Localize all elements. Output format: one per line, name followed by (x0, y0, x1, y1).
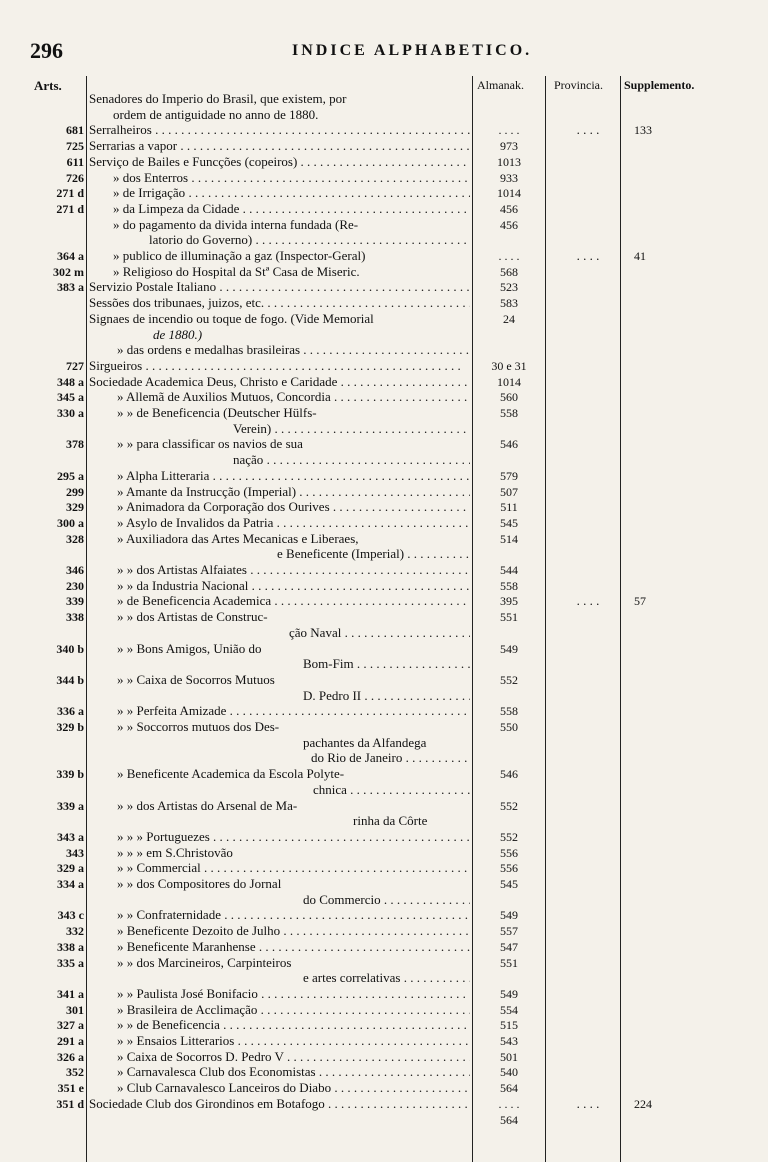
index-row (0, 1065, 768, 1079)
index-row (0, 814, 768, 828)
provincia-page: . . . . (576, 122, 600, 138)
article-number: 343 c (57, 908, 84, 923)
article-number: 334 a (57, 877, 84, 891)
index-row (0, 108, 768, 122)
entry-text: » Caixa de Socorros D. Pedro V . . . (117, 1050, 470, 1064)
almanak-page: 30 e 31 (491, 358, 527, 373)
almanak-page: 456 (500, 217, 518, 232)
almanak-page: 546 (500, 437, 518, 452)
article-number: 346 (66, 563, 84, 577)
index-row (0, 296, 768, 310)
index-row (0, 861, 768, 875)
almanak-page: 456 (500, 201, 518, 216)
supplemento-page: 41 (634, 249, 646, 263)
entry-text: » de Irrigação . . . (113, 186, 470, 200)
index-row (0, 1113, 768, 1127)
entry-text: de 1880.) (153, 327, 203, 342)
article-number: 330 a (57, 406, 84, 420)
almanak-page: 558 (500, 704, 518, 719)
entry-text: do Commercio . . . (303, 893, 470, 907)
article-number: 295 a (57, 468, 84, 483)
index-row (0, 547, 768, 561)
index-row (0, 642, 768, 656)
article-number: 727 (66, 358, 84, 373)
index-row (0, 626, 768, 640)
article-number: 681 (66, 123, 84, 138)
almanak-page: 1013 (497, 154, 521, 169)
entry-text: » Allemã de Auxilios Mutuos, Concordia . . . (117, 390, 470, 404)
article-number: 230 (66, 578, 84, 593)
article-number: 338 (66, 610, 84, 625)
entry-text: » » Perfeita Amizade . . . (117, 704, 470, 718)
index-row (0, 123, 768, 137)
index-row (0, 751, 768, 765)
index-row (0, 328, 768, 342)
almanak-page: 507 (500, 484, 518, 499)
entry-text: » Auxiliadora das Artes Mecanicas e Liberaes, (117, 531, 359, 546)
index-row (0, 940, 768, 954)
article-number: 725 (66, 139, 84, 154)
article-number: 339 b (56, 767, 84, 782)
article-number: 329 (66, 500, 84, 515)
almanak-page: 547 (500, 939, 518, 954)
index-row (0, 799, 768, 813)
entry-text: » » Bons Amigos, União do (117, 641, 262, 656)
index-row (0, 469, 768, 483)
index-row (0, 422, 768, 436)
provincia-page: . . . . (576, 593, 600, 609)
entry-text: D. Pedro II . . . (303, 689, 470, 703)
article-number: 611 (66, 154, 84, 169)
entry-text: » de Beneficencia Academica . . . (117, 594, 470, 608)
entry-text: » » Paulista José Bonifacio . . . (117, 987, 470, 1001)
entry-text: » » dos Compositores do Jornal (117, 877, 282, 891)
article-number: 328 (66, 531, 84, 546)
article-number: 271 d (56, 186, 84, 201)
column-header-provincia: Provincia. (554, 78, 603, 92)
entry-text: » Alpha Litteraria . . . (117, 469, 470, 483)
almanak-page: 549 (500, 908, 518, 923)
index-row (0, 516, 768, 530)
entry-text: Servizio Postale Italiano . . . (89, 280, 470, 294)
entry-text: Sociedade Academica Deus, Christo e Caridade . . . (89, 375, 470, 389)
entry-text: ção Naval . . . (289, 626, 470, 640)
almanak-page: 546 (500, 767, 518, 782)
almanak-page: 579 (500, 468, 518, 483)
article-number: 329 a (57, 861, 84, 876)
index-row (0, 1050, 768, 1064)
article-number: 352 (66, 1065, 84, 1080)
almanak-page: . . . . (498, 123, 520, 138)
index-row (0, 186, 768, 200)
entry-text: » » dos Artistas Alfaiates . . . (117, 563, 470, 577)
index-row (0, 657, 768, 671)
index-row (0, 249, 768, 263)
entry-text: » das ordens e medalhas brasileiras . . . (117, 343, 470, 357)
almanak-page: 552 (500, 672, 518, 687)
entry-text: » Beneficente Maranhense . . . (117, 940, 470, 954)
column-header-almanak: Almanak. (477, 78, 524, 92)
almanak-page: 556 (500, 845, 518, 860)
entry-text: e Beneficente (Imperial) . . . (277, 547, 470, 561)
article-number: 343 (66, 845, 84, 860)
index-row (0, 704, 768, 718)
article-number: 340 b (56, 641, 84, 656)
almanak-page: 545 (500, 877, 518, 891)
index-row (0, 877, 768, 891)
index-row (0, 218, 768, 232)
index-row (0, 830, 768, 844)
almanak-page: 551 (500, 955, 518, 970)
entry-text: » dos Enterros . . . (113, 171, 470, 185)
article-number: 344 b (56, 672, 84, 687)
article-number: 302 m (53, 264, 84, 279)
index-row (0, 532, 768, 546)
index-row (0, 343, 768, 357)
entry-text: Sirgueiros . . . (89, 359, 470, 373)
supplemento-page: 224 (634, 1096, 652, 1111)
entry-text: » » Ensaios Litterarios . . . (117, 1034, 470, 1048)
entry-text: » do pagamento da divida interna fundada (Re- (113, 217, 359, 232)
index-row (0, 1081, 768, 1095)
entry-text: » Carnavalesca Club dos Economistas . . . (117, 1065, 470, 1079)
index-row (0, 139, 768, 153)
almanak-page: 556 (500, 861, 518, 876)
article-number: 339 a (57, 798, 84, 813)
entry-text: » Brasileira de Acclimação . . . (117, 1003, 470, 1017)
index-row (0, 924, 768, 938)
index-row (0, 971, 768, 985)
entry-text: » » para classificar os navios de sua (117, 437, 303, 452)
entry-text: » Beneficente Dezoito de Julho . . . (117, 924, 470, 938)
entry-text: » Animadora da Corporação dos Ourives . . . (117, 500, 470, 514)
entry-text: Bom-Fim . . . (303, 657, 470, 671)
almanak-page: 1014 (497, 374, 521, 389)
index-row (0, 736, 768, 750)
almanak-page: 933 (500, 170, 518, 185)
almanak-page: 545 (500, 515, 518, 530)
article-number: 299 (66, 484, 84, 499)
index-row (0, 987, 768, 1001)
index-row (0, 610, 768, 624)
entry-text: » » » Portuguezes . . . (117, 830, 470, 844)
almanak-page: 564 (500, 1112, 518, 1127)
page-number: 296 (30, 38, 63, 63)
index-row (0, 767, 768, 781)
article-number: 726 (66, 170, 84, 185)
supplemento-page: 57 (634, 594, 646, 609)
entry-text: pachantes da Alfandega (303, 735, 427, 750)
index-row (0, 500, 768, 514)
almanak-page: 558 (500, 406, 518, 420)
article-number: 383 a (57, 280, 84, 295)
index-row (0, 155, 768, 169)
almanak-page: 973 (500, 139, 518, 154)
index-row (0, 1034, 768, 1048)
almanak-page: 554 (500, 1002, 518, 1017)
index-row (0, 720, 768, 734)
article-number: 332 (66, 924, 84, 939)
article-number: 336 a (57, 704, 84, 719)
index-row (0, 437, 768, 451)
almanak-page: 552 (500, 798, 518, 813)
almanak-page: . . . . (498, 249, 520, 263)
index-row (0, 280, 768, 294)
article-number: 351 d (56, 1096, 84, 1111)
article-number: 341 a (57, 986, 84, 1001)
article-number: 351 e (57, 1081, 84, 1096)
article-number: 300 a (57, 515, 84, 530)
almanak-page: 560 (500, 390, 518, 405)
index-row (0, 594, 768, 608)
almanak-page: . . . . (498, 1096, 520, 1111)
almanak-page: 515 (500, 1018, 518, 1033)
index-row (0, 202, 768, 216)
article-number: 271 d (56, 201, 84, 216)
almanak-page: 550 (500, 720, 518, 734)
article-number: 338 a (57, 939, 84, 954)
article-number: 378 (66, 437, 84, 452)
almanak-page: 564 (500, 1081, 518, 1096)
almanak-page: 549 (500, 641, 518, 656)
almanak-page: 511 (500, 500, 518, 515)
entry-text: » » da Industria Nacional . . . (117, 579, 470, 593)
page-title: INDICE ALPHABETICO. (292, 42, 533, 59)
index-row (0, 673, 768, 687)
article-number: 335 a (57, 955, 84, 970)
article-number: 345 a (57, 390, 84, 405)
article-number: 348 a (57, 374, 84, 389)
entry-text: rinha da Côrte (353, 814, 428, 829)
entry-text: Serviço de Bailes e Funcções (copeiros) . . . (89, 155, 470, 169)
almanak-page: 551 (500, 610, 518, 625)
entry-text: » » de Beneficencia (Deutscher Hülfs- (117, 406, 317, 420)
index-row (0, 689, 768, 703)
index-row (0, 375, 768, 389)
entry-text: » » Confraternidade . . . (117, 908, 470, 922)
index-row (0, 312, 768, 326)
column-header-arts: Arts. (34, 78, 62, 93)
entry-text: » Asylo de Invalidos da Patria . . . (117, 516, 470, 530)
almanak-page: 557 (500, 924, 518, 939)
index-row (0, 485, 768, 499)
article-number: 301 (66, 1002, 84, 1017)
entry-text: Senadores do Imperio do Brasil, que existem, por (89, 92, 347, 106)
index-row (0, 92, 768, 106)
entry-text: Verein) . . . (233, 422, 470, 436)
index-row (0, 233, 768, 247)
almanak-page: 552 (500, 829, 518, 844)
article-number: 364 a (57, 249, 84, 263)
entry-text: » » Commercial . . . (117, 861, 470, 875)
column-header-supplemento: Supplemento. (624, 78, 695, 92)
index-row (0, 908, 768, 922)
almanak-page: 568 (500, 264, 518, 279)
entry-text: » » dos Marcineiros, Carpinteiros (117, 955, 292, 970)
almanak-page: 540 (500, 1065, 518, 1080)
almanak-page: 1014 (497, 186, 521, 201)
index-row (0, 1018, 768, 1032)
almanak-page: 514 (500, 531, 518, 546)
index-row (0, 1003, 768, 1017)
entry-text: e artes correlativas . . . (303, 971, 470, 985)
entry-text: » publico de illuminação a gaz (Inspector-Geral) (113, 249, 366, 263)
index-row (0, 390, 768, 404)
entry-text: » da Limpeza da Cidade . . . (113, 202, 470, 216)
entry-text: » » Soccorros mutuos dos Des- (117, 720, 280, 734)
article-number: 326 a (57, 1049, 84, 1064)
index-row (0, 893, 768, 907)
almanak-page: 24 (503, 311, 515, 326)
almanak-page: 523 (500, 280, 518, 295)
article-number: 339 (66, 594, 84, 609)
entry-text: Serrarias a vapor . . . (89, 139, 470, 153)
index-row (0, 563, 768, 577)
index-row (0, 359, 768, 373)
entry-text: » » dos Artistas de Construc- (117, 610, 268, 625)
article-number: 343 a (57, 829, 84, 844)
entry-text: » » dos Artistas do Arsenal de Ma- (117, 798, 298, 813)
entry-text: latorio do Governo) . . . (149, 233, 470, 247)
entry-text: » » de Beneficencia . . . (117, 1018, 470, 1032)
index-row (0, 1097, 768, 1111)
entry-text: » » Caixa de Socorros Mutuos (117, 672, 275, 687)
entry-text: Sessões dos tribunaes, juizos, etc. . . . (89, 296, 470, 310)
entry-text: nação . . . (233, 453, 470, 467)
almanak-page: 549 (500, 986, 518, 1001)
almanak-page: 395 (500, 594, 518, 609)
article-number: 327 a (57, 1018, 84, 1033)
index-row (0, 783, 768, 797)
supplemento-page: 133 (634, 123, 652, 138)
entry-text: » Amante da Instrucção (Imperial) . . . (117, 485, 470, 499)
provincia-page: . . . . (576, 248, 600, 263)
entry-text: Sociedade Club dos Girondinos em Botafogo . . . (89, 1097, 470, 1111)
entry-text: » Religioso do Hospital da Stª Casa de Miseric. (113, 264, 360, 279)
entry-text: » Club Carnavalesco Lanceiros do Diabo . . . (117, 1081, 470, 1095)
entry-text: Signaes de incendio ou toque de fogo. (Vide Memorial (89, 311, 374, 326)
provincia-page: . . . . (576, 1095, 600, 1111)
index-row (0, 956, 768, 970)
entry-text: » » » em S.Christovão (117, 845, 233, 860)
almanak-page: 501 (500, 1049, 518, 1064)
almanak-page: 558 (500, 578, 518, 593)
entry-text: ordem de antiguidade no anno de 1880. (113, 107, 319, 122)
index-row (0, 579, 768, 593)
index-row (0, 406, 768, 420)
article-number: 291 a (57, 1034, 84, 1048)
almanak-page: 583 (500, 296, 518, 311)
entry-text: do Rio de Janeiro . . . (311, 751, 470, 765)
index-row (0, 265, 768, 279)
almanak-page: 543 (500, 1034, 518, 1048)
almanak-page: 544 (500, 563, 518, 577)
index-row (0, 171, 768, 185)
entry-text: Serralheiros . . . (89, 123, 470, 137)
index-row (0, 846, 768, 860)
index-row (0, 453, 768, 467)
entry-text: chnica . . . (313, 783, 470, 797)
entry-text: » Beneficente Academica da Escola Polyte- (117, 767, 345, 782)
article-number: 329 b (56, 720, 84, 734)
